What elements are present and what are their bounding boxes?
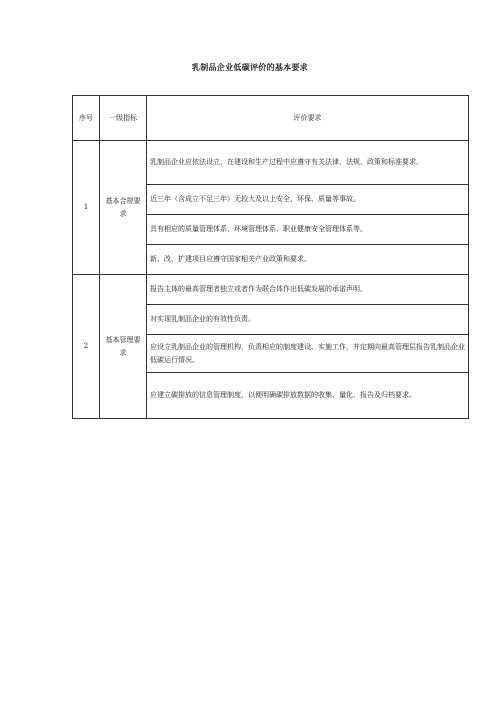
page-title: 乳制品企业低碳评价的基本要求 <box>191 63 309 72</box>
row-index-2: 2 <box>73 275 100 419</box>
requirements-table <box>72 95 469 419</box>
requirement-cell: 应建立碳排放的信息管理制度，以便明确碳排放数据的收集、量化、报告及归档要求。 <box>147 373 469 419</box>
header-category: 一级指标 <box>100 96 147 141</box>
table-row <box>73 141 469 185</box>
requirement-cell: 应设立乳制品企业的管理机构，负责相应的制度建设、实施工作，并定期向最高管理层报告乳制品企业低碳运行情况。 <box>147 335 469 373</box>
header-requirement: 评价要求 <box>147 96 469 141</box>
row-category-2: 基本管理要求 <box>100 275 147 419</box>
row-category-1: 基本合规要求 <box>100 141 147 275</box>
table-row <box>73 275 469 305</box>
table-header-row <box>73 96 469 141</box>
requirement-cell: 近三年（含成立不足三年）无较大及以上安全、环保、质量等事故。 <box>147 185 469 215</box>
requirement-cell: 具有相应的质量管理体系、环境管理体系、职业健康安全管理体系等。 <box>147 215 469 245</box>
requirement-cell: 乳制品企业应依法设立，在建设和生产过程中应遵守有关法律、法规、政策和标准要求。 <box>147 141 469 185</box>
requirement-cell: 新、改、扩建项目应遵守国家相关产业政策和要求。 <box>147 245 469 275</box>
row-index-1: 1 <box>73 141 100 275</box>
requirement-cell: 报告主体的最高管理者独立或者作为联合体作出低碳发展的承诺声明。 <box>147 275 469 305</box>
requirement-cell: 对实现乳制品企业的有效性负责。 <box>147 305 469 335</box>
header-index: 序号 <box>73 96 100 141</box>
